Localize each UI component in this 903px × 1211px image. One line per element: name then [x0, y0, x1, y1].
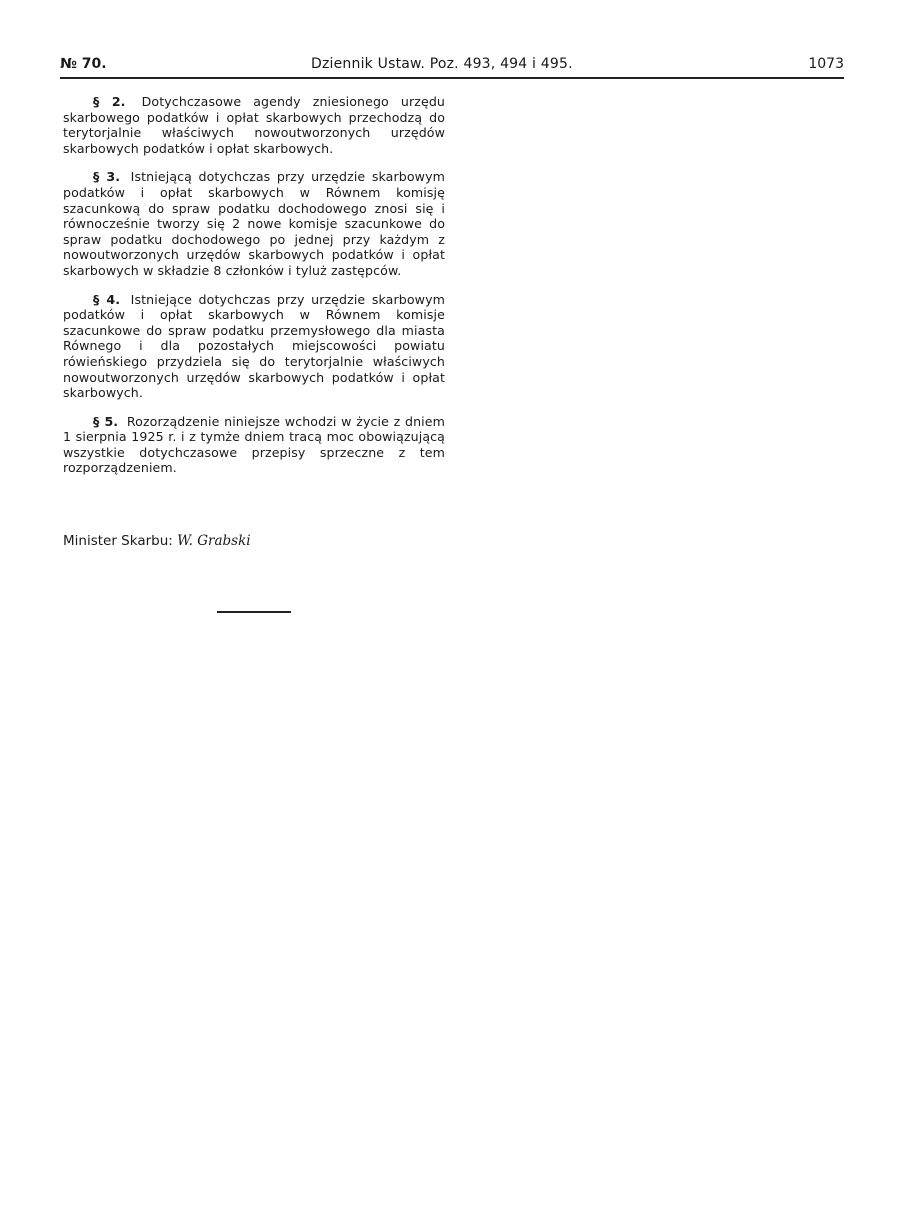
signature — [63, 533, 251, 549]
section-text: Rozorządzenie niniejsze wchodzi w życie z dniem 1 sierpnia 1925 r. i z tymże dniem tracą moc obowiązującą wszystkie dotychczasowe przepisy sprzeczne z tem rozporządzeniem. — [63, 413, 445, 476]
section-label: § 3. — [93, 169, 121, 185]
section-2 — [63, 94, 445, 156]
section-4 — [63, 292, 445, 401]
end-divider — [217, 611, 291, 613]
section-5 — [63, 414, 445, 476]
page-header — [60, 56, 844, 78]
section-text: Dotychczasowe agendy zniesionego urzędu skarbowego podatków i opłat skarbowych przechodzą do terytorjalnie właściwych nowoutworzonych urzędów skarbowych podatków i opłat skarbowych. — [63, 94, 445, 156]
section-text: Istniejącą dotychczas przy urzędzie skarbowym podatków i opłat skarbowych w Równem komisję szacunkową do spraw podatku dochodowego znosi się i równocześnie tworzy się 2 nowe komisje szacunkowe do spraw podatku dochodowego po jednej przy każdym z nowoutworzonych urzędów skarbowych podatków i opłat skarbowych w składzie 8 członków i tyluż zastępców. — [63, 169, 445, 278]
section-label: § 2. — [93, 94, 126, 109]
section-label: § 5. — [93, 413, 119, 429]
section-3 — [63, 169, 445, 278]
issue-number: № 70. — [60, 56, 107, 72]
journal-title: Dziennik Ustaw. Poz. 493, 494 i 495. — [311, 56, 573, 72]
section-label: § 4. — [93, 291, 121, 307]
signature-name: W. Grabski — [177, 533, 251, 549]
signature-role: Minister Skarbu: — [63, 533, 173, 549]
header-divider — [60, 77, 844, 79]
text-column — [63, 94, 445, 489]
page-number: 1073 — [808, 56, 844, 72]
section-text: Istniejące dotychczas przy urzędzie skarbowym podatków i opłat skarbowych w Równem komisje szacunkowe do spraw podatku przemysłowego dla miasta Równego i dla pozostałych miejscowości powiatu rówieńskiego przydziela się do terytorjalnie właściwych nowoutworzonych urzędów skarbowych podatków i opłat skarbowych. — [63, 291, 445, 401]
